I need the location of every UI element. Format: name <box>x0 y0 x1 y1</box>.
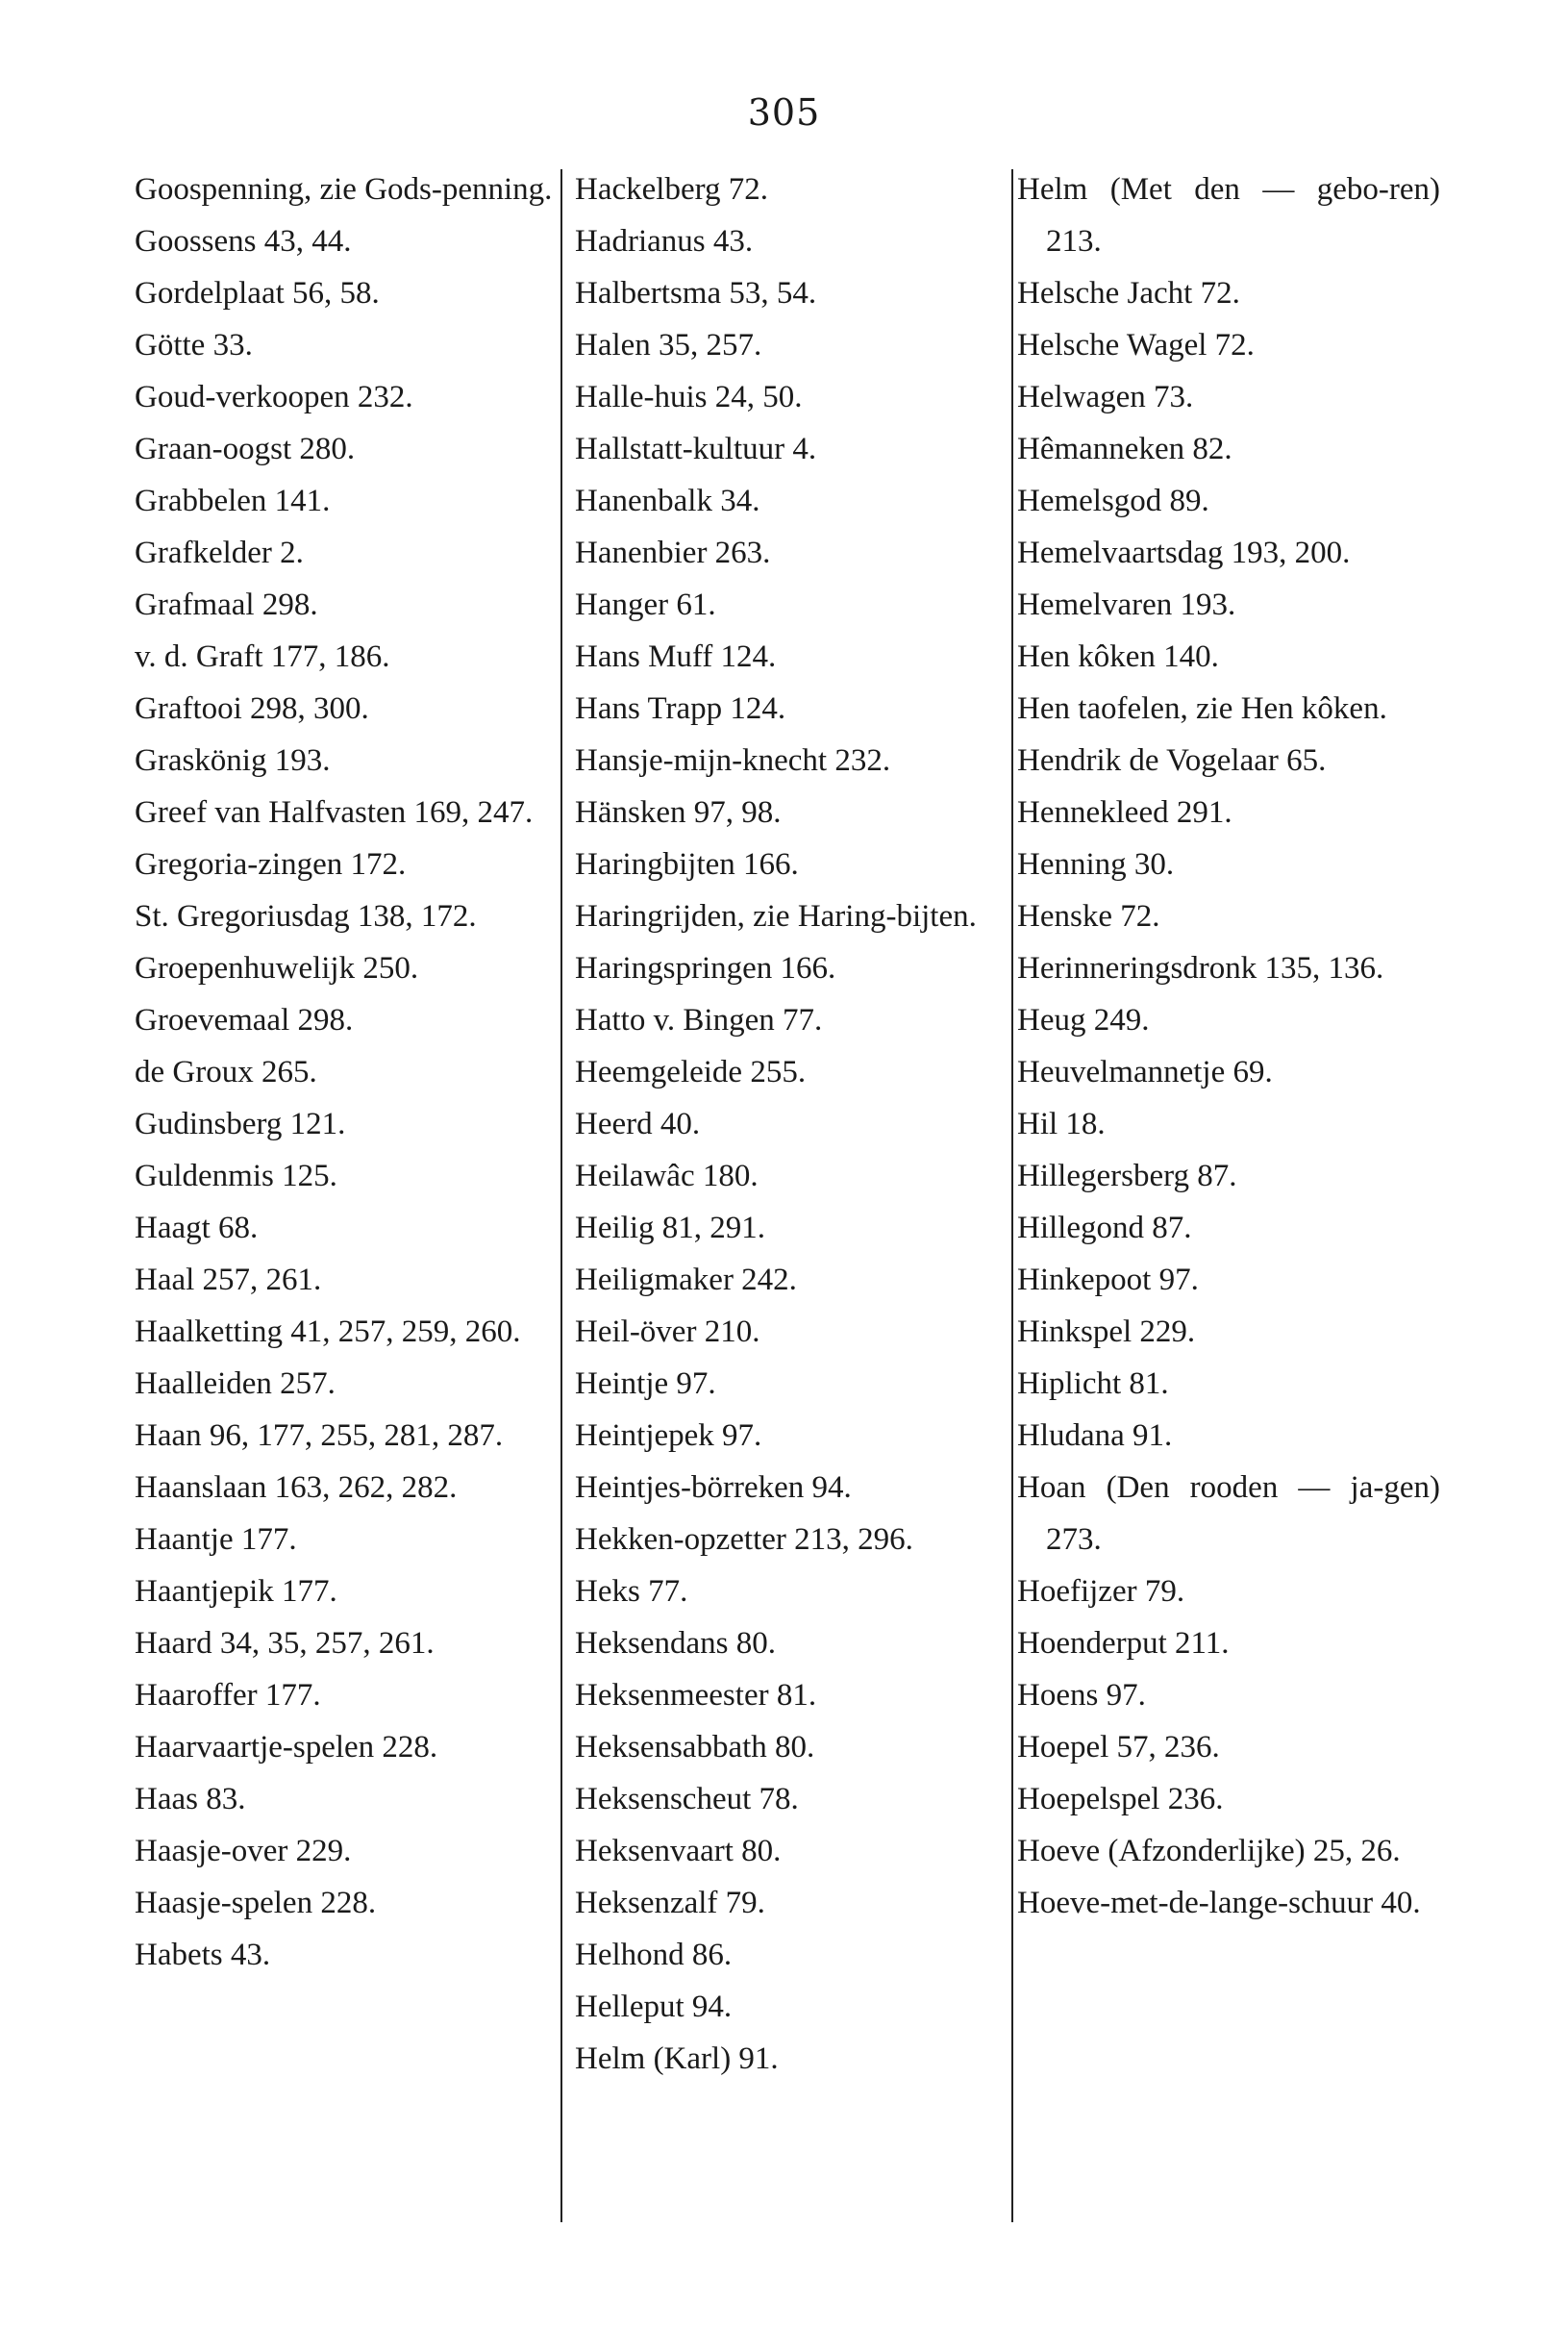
index-entry: Graan-oogst 280. <box>135 432 356 466</box>
index-entry: Heksenscheut 78. <box>575 1782 799 1816</box>
index-entry: Hendrik de Vogelaar 65. <box>1017 743 1327 778</box>
index-entry: Goud-verkoopen 232. <box>135 380 413 414</box>
index-entry: Helhond 86. <box>575 1938 733 1972</box>
index-entry: Helm (Met den — gebo-ren) 213. <box>1017 172 1449 259</box>
index-entry: Halen 35, 257. <box>575 328 762 363</box>
index-entry: Heilawâc 180. <box>575 1159 759 1193</box>
index-entry: Groevemaal 298. <box>135 1003 354 1038</box>
index-entry: Hallstatt-kultuur 4. <box>575 432 817 466</box>
index-entry: Haalketting 41, 257, 259, 260. <box>135 1314 521 1349</box>
index-entry: Halbertsma 53, 54. <box>575 276 817 311</box>
index-entry: Hatto v. Bingen 77. <box>575 1003 823 1038</box>
index-entry: Hinkepoot 97. <box>1017 1263 1199 1297</box>
index-entry: Heiligmaker 242. <box>575 1263 797 1297</box>
index-entry: Gregoria-zingen 172. <box>135 847 407 882</box>
index-entry: Helsche Wagel 72. <box>1017 328 1255 363</box>
index-entry: Hänsken 97, 98. <box>575 795 782 830</box>
index-entry: Heintjes-börreken 94. <box>575 1470 852 1505</box>
index-entry: Heksenmeester 81. <box>575 1678 817 1713</box>
index-entry: Halle-huis 24, 50. <box>575 380 803 414</box>
index-entry: v. d. Graft 177, 186. <box>135 639 390 674</box>
index-entry: Hiplicht 81. <box>1017 1366 1169 1401</box>
index-entry: Hêmanneken 82. <box>1017 432 1232 466</box>
index-column-1 <box>135 163 558 1981</box>
index-entry: Helleput 94. <box>575 1990 733 2024</box>
index-entry: Hoeve-met-de-lange-schuur 40. <box>1017 1886 1421 1920</box>
index-entry: Hoens 97. <box>1017 1678 1146 1713</box>
index-entry: Haaroffer 177. <box>135 1678 321 1713</box>
index-entry: Haas 83. <box>135 1782 246 1816</box>
index-entry: Haard 34, 35, 257, 261. <box>135 1626 435 1661</box>
index-entry: Heilig 81, 291. <box>575 1211 765 1245</box>
index-entry: Hemelvaartsdag 193, 200. <box>1017 536 1351 570</box>
index-entry: Haasje-over 229. <box>135 1834 352 1868</box>
index-entry: Hillegersberg 87. <box>1017 1159 1237 1193</box>
index-entry: de Groux 265. <box>135 1055 317 1089</box>
index-entry: Heintjepek 97. <box>575 1418 762 1453</box>
index-entry: Haringspringen 166. <box>575 951 836 986</box>
index-entry: Guldenmis 125. <box>135 1159 337 1193</box>
index-entry: Heuvelmannetje 69. <box>1017 1055 1273 1089</box>
index-entry: Grafkelder 2. <box>135 536 304 570</box>
index-entry: Haantjepik 177. <box>135 1574 337 1609</box>
index-entry: Haantje 177. <box>135 1522 297 1557</box>
page-number: 305 <box>747 91 821 134</box>
index-entry: Hil 18. <box>1017 1107 1106 1141</box>
index-entry: Grabbelen 141. <box>135 484 331 518</box>
index-entry: Herinneringsdronk 135, 136. <box>1017 951 1384 986</box>
index-entry: Hennekleed 291. <box>1017 795 1232 830</box>
index-entry: Haringbijten 166. <box>575 847 799 882</box>
index-entry: Haringrijden, zie Haring-bijten. <box>575 899 977 934</box>
index-entry: Hanenbalk 34. <box>575 484 760 518</box>
index-entry: Haanslaan 163, 262, 282. <box>135 1470 458 1505</box>
index-entry: Graftooi 298, 300. <box>135 691 369 726</box>
index-entry: Gudinsberg 121. <box>135 1107 346 1141</box>
index-entry: Haalleiden 257. <box>135 1366 336 1401</box>
index-entry: Heerd 40. <box>575 1107 701 1141</box>
column-divider <box>1011 169 1013 2222</box>
index-entry: Groepenhuwelijk 250. <box>135 951 419 986</box>
index-entry: Grafmaal 298. <box>135 588 318 622</box>
index-entry: Haagt 68. <box>135 1211 259 1245</box>
index-entry: Henning 30. <box>1017 847 1175 882</box>
index-entry: Heil-över 210. <box>575 1314 760 1349</box>
index-entry: Heksensabbath 80. <box>575 1730 815 1765</box>
column-divider <box>560 169 562 2222</box>
index-entry: Hekken-opzetter 213, 296. <box>575 1522 913 1557</box>
index-entry: Hadrianus 43. <box>575 224 754 259</box>
index-column-3 <box>1017 163 1449 1929</box>
index-entry: Hoepelspel 236. <box>1017 1782 1224 1816</box>
index-entry: Heug 249. <box>1017 1003 1150 1038</box>
index-entry: Helm (Karl) 91. <box>575 2041 779 2076</box>
index-entry: Hillegond 87. <box>1017 1211 1192 1245</box>
index-entry: Heksenvaart 80. <box>575 1834 782 1868</box>
index-entry: Heks 77. <box>575 1574 688 1609</box>
index-entry: Haasje-spelen 228. <box>135 1886 377 1920</box>
index-entry: Hansje-mijn-knecht 232. <box>575 743 891 778</box>
index-entry: Hoenderput 211. <box>1017 1626 1230 1661</box>
index-entry: Henske 72. <box>1017 899 1160 934</box>
index-entry: Hans Trapp 124. <box>575 691 786 726</box>
index-entry: Heemgeleide 255. <box>575 1055 807 1089</box>
index-entry: Goospenning, zie Gods-penning. <box>135 172 553 207</box>
index-entry: Haal 257, 261. <box>135 1263 322 1297</box>
index-entry: Greef van Halfvasten 169, 247. <box>135 795 534 830</box>
index-entry: Hen kôken 140. <box>1017 639 1219 674</box>
index-entry: Hludana 91. <box>1017 1418 1173 1453</box>
index-entry: Hans Muff 124. <box>575 639 777 674</box>
index-entry: St. Gregoriusdag 138, 172. <box>135 899 477 934</box>
index-entry: Hoan (Den rooden — ja-gen) 273. <box>1017 1470 1449 1557</box>
index-entry: Hinkspel 229. <box>1017 1314 1196 1349</box>
index-entry: Hemelvaren 193. <box>1017 588 1236 622</box>
index-entry: Hanger 61. <box>575 588 716 622</box>
index-entry: Heintje 97. <box>575 1366 716 1401</box>
index-entry: Habets 43. <box>135 1938 271 1972</box>
index-entry: Hoepel 57, 236. <box>1017 1730 1220 1765</box>
index-entry: Graskönig 193. <box>135 743 331 778</box>
index-entry: Haan 96, 177, 255, 281, 287. <box>135 1418 504 1453</box>
index-entry: Heksenzalf 79. <box>575 1886 765 1920</box>
index-entry: Hanenbier 263. <box>575 536 771 570</box>
index-column-2 <box>575 163 990 2085</box>
index-entry: Hemelsgod 89. <box>1017 484 1209 518</box>
index-entry: Hoefijzer 79. <box>1017 1574 1185 1609</box>
index-entry: Heksendans 80. <box>575 1626 776 1661</box>
index-entry: Haarvaartje-spelen 228. <box>135 1730 438 1765</box>
index-entry: Helwagen 73. <box>1017 380 1194 414</box>
index-entry: Goossens 43, 44. <box>135 224 352 259</box>
index-entry: Hackelberg 72. <box>575 172 768 207</box>
index-entry: Götte 33. <box>135 328 253 363</box>
index-entry: Gordelplaat 56, 58. <box>135 276 380 311</box>
index-entry: Hen taofelen, zie Hen kôken. <box>1017 691 1387 726</box>
index-entry: Hoeve (Afzonderlijke) 25, 26. <box>1017 1834 1401 1868</box>
index-entry: Helsche Jacht 72. <box>1017 276 1240 311</box>
